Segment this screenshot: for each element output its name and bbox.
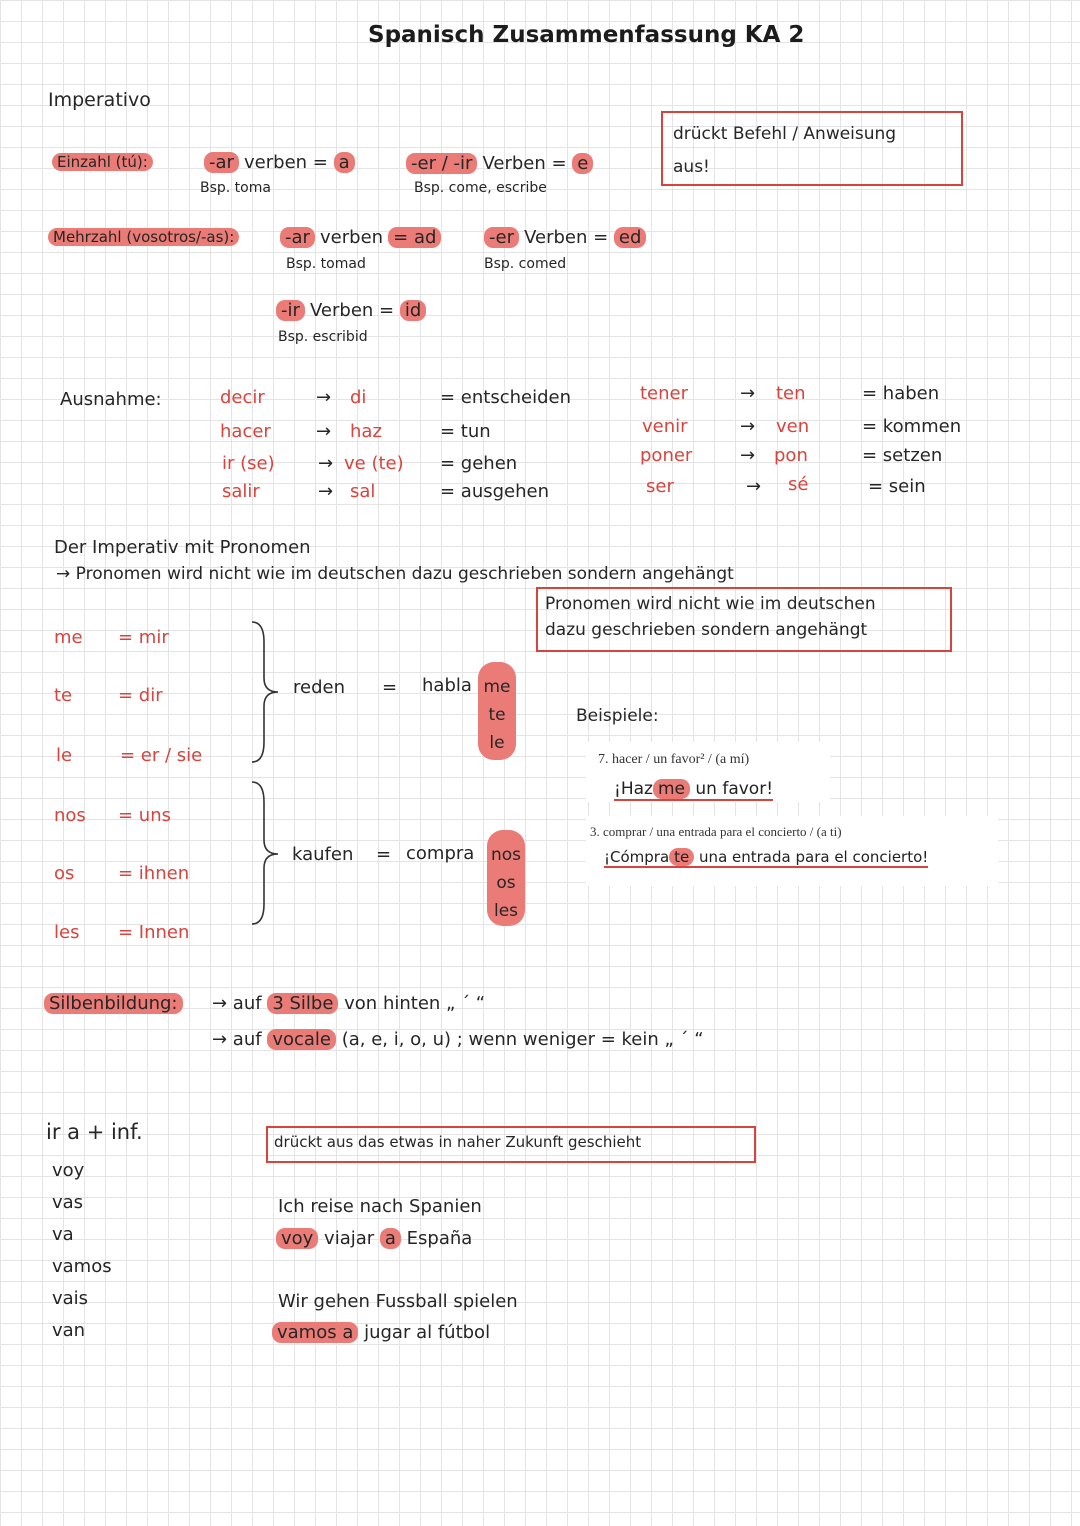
conjugation-form: va (52, 1224, 74, 1245)
pronoun-note-line2: dazu geschrieben sondern angehängt (545, 620, 868, 640)
exception-verb: ser (646, 476, 674, 497)
rule-result: e (572, 153, 593, 174)
exception-imperative: sé (788, 474, 809, 495)
arrow-icon: → (316, 387, 332, 408)
suffix: os (496, 873, 516, 893)
suffix: le (489, 733, 505, 753)
plural-label: Mehrzahl (vosotros/-as): (48, 228, 239, 246)
exception-meaning: = sein (868, 476, 926, 497)
suffix: nos (490, 845, 522, 865)
arrow-icon: → (740, 416, 756, 437)
command-note-line1: drückt Befehl / Anweisung (673, 124, 897, 144)
rule-result: = ad (388, 227, 441, 248)
conjugation-form: vas (52, 1192, 84, 1213)
rule-text: Verben = (524, 227, 614, 248)
right-brace-icon (248, 618, 284, 766)
exceptions-label: Ausnahme: (60, 389, 162, 410)
pronoun-es: te (54, 685, 73, 706)
arrow-icon: → (740, 445, 756, 466)
exception-verb: ir (se) (222, 453, 275, 474)
conjugation-form: van (52, 1320, 86, 1341)
exception-imperative: sal (350, 481, 376, 502)
pronoun-es: me (54, 627, 83, 648)
exception-meaning: = kommen (862, 416, 962, 437)
rule-text: Verben = (482, 153, 573, 174)
plural-er-example: Bsp. comed (484, 256, 567, 272)
plural-ir-rule (276, 300, 426, 321)
suffix: te (488, 705, 506, 725)
example-answer: ¡Haz me un favor! (614, 779, 774, 799)
rule-result: id (400, 300, 426, 321)
verb-kaufen: kaufen (292, 844, 354, 865)
singular-er-ir-rule (406, 153, 593, 174)
rule-result: ed (614, 227, 647, 248)
exception-meaning: = tun (440, 421, 491, 442)
arrow-icon: → (318, 453, 334, 474)
pronoun-es: os (54, 863, 75, 884)
arrow-icon: → (316, 421, 332, 442)
conjugation-form: vais (52, 1288, 89, 1309)
conjugation-form: vamos (52, 1256, 112, 1277)
equals-sign: = (376, 844, 392, 865)
rule-text: verben (320, 227, 384, 248)
singular-er-ir-example: Bsp. come, escribe (414, 180, 547, 196)
ir-a-example-es: vamos a jugar al fútbol (272, 1322, 490, 1343)
ending-ar: -ar (204, 152, 239, 173)
example-prompt: 7. hacer / un favor² / (a mí) (598, 752, 750, 767)
plural-ir-example: Bsp. escribid (278, 329, 368, 345)
exception-meaning: = ausgehen (440, 481, 550, 502)
rule-text: verben = (244, 152, 334, 173)
exception-verb: tener (640, 383, 689, 404)
pronoun-es: nos (54, 805, 86, 826)
suffix: me (483, 677, 511, 697)
arrow-icon: → (746, 476, 762, 497)
conjugation-form: voy (52, 1160, 85, 1181)
pronouns-heading: Der Imperativ mit Pronomen (54, 537, 311, 558)
ir-a-example-es: voy viajar a España (276, 1228, 472, 1249)
pronoun-de: = er / sie (120, 745, 203, 766)
exception-imperative: pon (774, 445, 808, 466)
right-brace-icon (248, 778, 284, 928)
exception-imperative: ten (776, 383, 806, 404)
silben-line1: → auf 3 Silbe von hinten „ ´ “ (212, 993, 486, 1014)
arrow-icon: → (318, 481, 334, 502)
singular-ar-rule (204, 152, 355, 173)
example-answer: ¡Cómpra te una entrada para el concierto! (604, 848, 929, 866)
ending-ar: -ar (280, 227, 315, 248)
exception-meaning: = setzen (862, 445, 943, 466)
pronoun-es: les (54, 922, 80, 943)
verb-reden: reden (293, 677, 345, 698)
stem-compra: compra (406, 843, 475, 864)
pronoun-de: = uns (118, 805, 171, 826)
equals-sign: = (382, 677, 398, 698)
suffix-column (478, 673, 516, 757)
exception-verb: decir (220, 387, 265, 408)
plural-er-rule (484, 227, 646, 248)
silben-label: Silbenbildung: (44, 993, 183, 1014)
exception-verb: salir (222, 481, 260, 502)
pronoun-de: = Innen (118, 922, 190, 943)
example-prompt: 3. comprar / una entrada para el concierto / (a ti) (590, 824, 842, 839)
pronoun-es: le (56, 745, 73, 766)
imperativo-heading: Imperativo (48, 89, 151, 111)
plural-ar-example: Bsp. tomad (286, 256, 366, 272)
exception-imperative: haz (350, 421, 382, 442)
ir-a-example-de: Wir gehen Fussball spielen (278, 1291, 518, 1312)
exception-imperative: di (350, 387, 367, 408)
page-title: Spanisch Zusammenfassung KA 2 (368, 22, 805, 48)
ending-er-ir: -er / -ir (406, 153, 477, 174)
pronoun-de: = mir (118, 627, 169, 648)
rule-result: a (334, 152, 355, 173)
command-note-line2: aus! (673, 157, 710, 177)
exception-meaning: = entscheiden (440, 387, 572, 408)
pronoun-de: = dir (118, 685, 163, 706)
suffix: les (493, 901, 519, 921)
singular-ar-example: Bsp. toma (200, 180, 271, 196)
exception-verb: hacer (220, 421, 271, 442)
ir-a-example-de: Ich reise nach Spanien (278, 1196, 482, 1217)
ir-a-note: drückt aus das etwas in naher Zukunft geschieht (274, 1133, 642, 1151)
pronouns-subline: → Pronomen wird nicht wie im deutschen dazu geschrieben sondern angehängt (56, 564, 734, 584)
stem-habla: habla (422, 675, 472, 696)
plural-ar-rule (280, 227, 441, 248)
pronoun-note-line1: Pronomen wird nicht wie im deutschen (545, 594, 876, 614)
exception-verb: poner (640, 445, 693, 466)
pronoun-de: = ihnen (118, 863, 190, 884)
suffix-column (487, 841, 525, 925)
examples-label: Beispiele: (576, 706, 659, 726)
exception-verb: venir (642, 416, 688, 437)
ending-ir: -ir (276, 300, 305, 321)
exception-meaning: = gehen (440, 453, 518, 474)
rule-text: Verben = (310, 300, 400, 321)
exception-imperative: ven (776, 416, 810, 437)
silben-line2: → auf vocale (a, e, i, o, u) ; wenn weniger = kein „ ´ “ (212, 1029, 704, 1050)
exception-meaning: = haben (862, 383, 940, 404)
arrow-icon: → (740, 383, 756, 404)
singular-label: Einzahl (tú): (52, 153, 153, 171)
exception-imperative: ve (te) (344, 453, 404, 474)
ir-a-heading: ir a + inf. (46, 1120, 143, 1144)
ending-er: -er (484, 227, 519, 248)
